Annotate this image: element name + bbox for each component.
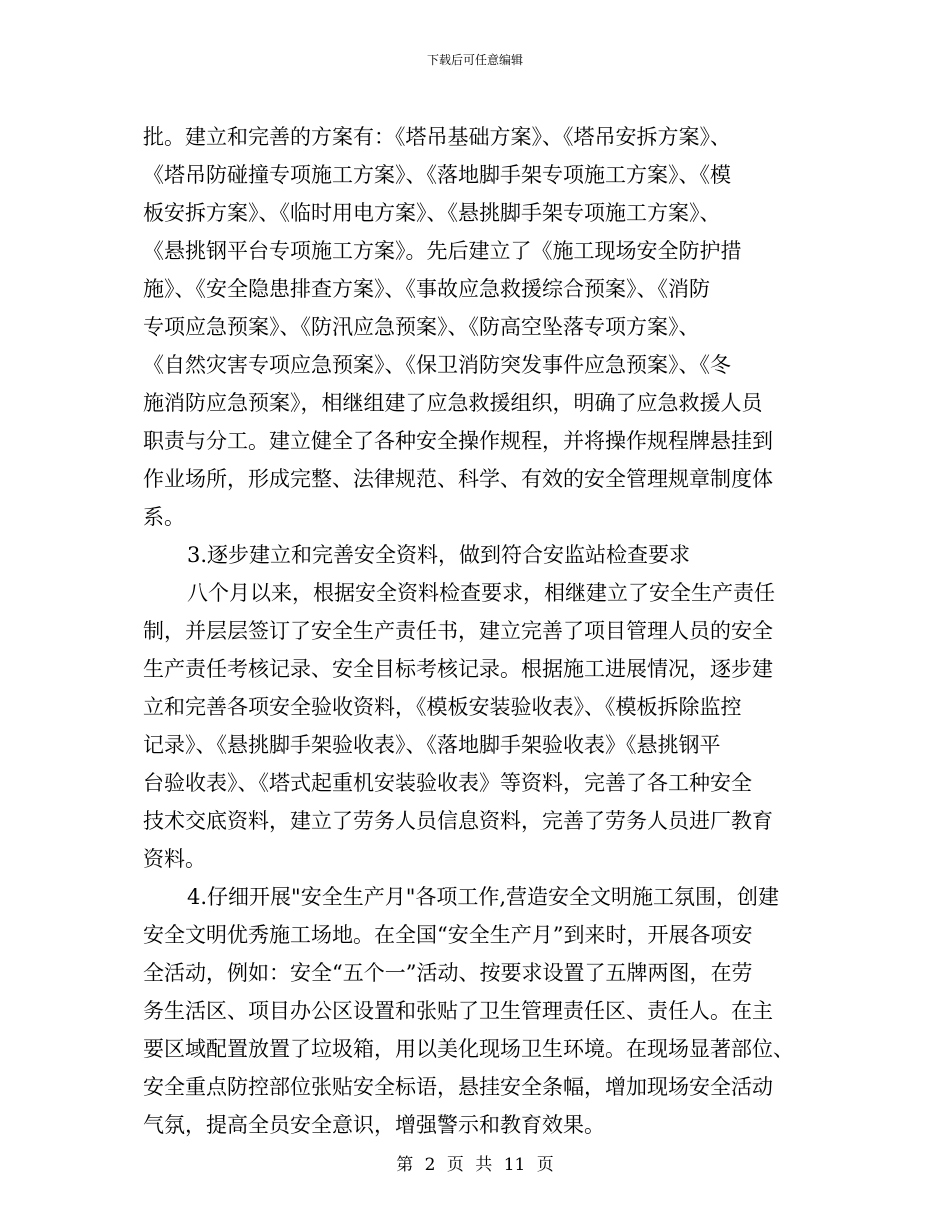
text-line: 制，并层层签订了安全生产责任书，建立完善了项目管理人员的安全 xyxy=(143,619,773,643)
text-line: 八个月以来，根据安全资料检查要求，相继建立了安全生产责任 xyxy=(187,581,775,605)
text-line: 全活动，例如：安全“五个一”活动、按要求设置了五牌两图，在劳 xyxy=(143,961,753,985)
text-line: 气氛，提高全员安全意识，增强警示和教育效果。 xyxy=(143,1113,605,1137)
document-body xyxy=(143,118,808,1144)
text-line: 生产责任考核记录、安全目标考核记录。根据施工进展情况，逐步建 xyxy=(143,657,773,681)
text-line: 作业场所，形成完整、法律规范、科学、有效的安全管理规章制度体 xyxy=(143,467,773,491)
text-line: 安全文明优秀施工场地。在全国“安全生产月”到来时，开展各项安 xyxy=(143,923,753,947)
text-line: 台验收表》、《塔式起重机安装验收表》等资料，完善了各工种安全 xyxy=(143,771,752,795)
text-line: 记录》、《悬挑脚手架验收表》、《落地脚手架验收表》《悬挑钢平 xyxy=(143,733,721,757)
text-line: 《自然灾害专项应急预案》、《保卫消防突发事件应急预案》、《冬 xyxy=(143,353,731,377)
text-line: 立和完善各项安全验收资料，《模板安装验收表》、《模板拆除监控 xyxy=(143,695,742,719)
text-line: 《塔吊防碰撞专项施工方案》、《落地脚手架专项施工方案》、《模 xyxy=(143,163,731,187)
page-footer: 第 2 页 共 11 页 xyxy=(396,1155,554,1175)
section-heading: 3.逐步建立和完善安全资料，做到符合安监站检查要求 xyxy=(187,543,691,567)
text-line: 施消防应急预案》，相继组建了应急救援组织，明确了应急救援人员 xyxy=(143,391,763,415)
text-line: 板安拆方案》、《临时用电方案》、《悬挑脚手架专项施工方案》、 xyxy=(143,201,721,225)
text-line: 技术交底资料，建立了劳务人员信息资料，完善了劳务人员进厂教育 xyxy=(143,809,773,833)
text-line: 批。建立和完善的方案有：《塔吊基础方案》、《塔吊安拆方案》、 xyxy=(143,125,731,149)
text-line: 务生活区、项目办公区设置和张贴了卫生管理责任区、责任人。在主 xyxy=(143,999,773,1023)
text-line: 系。 xyxy=(143,505,185,529)
text-line: 资料。 xyxy=(143,847,206,871)
text-line: 《悬挑钢平台专项施工方案》。先后建立了《施工现场安全防护措 xyxy=(143,239,742,263)
text-line: 安全重点防控部位张贴安全标语，悬挂安全条幅，增加现场安全活动 xyxy=(143,1075,773,1099)
page-header: 下载后可任意编辑 xyxy=(426,53,523,67)
section-heading: 4.仔细开展"安全生产月"各项工作,营造安全文明施工氛围，创建 xyxy=(187,885,780,909)
text-line: 施》、《安全隐患排查方案》、《事故应急救援综合预案》、《消防 xyxy=(143,277,710,301)
text-line: 专项应急预案》、《防汛应急预案》、《防高空坠落专项方案》、 xyxy=(143,315,700,339)
text-line: 要区域配置放置了垃圾箱，用以美化现场卫生环境。在现场显著部位、 xyxy=(143,1037,794,1061)
text-line: 职责与分工。建立健全了各种安全操作规程，并将操作规程牌悬挂到 xyxy=(143,429,773,453)
